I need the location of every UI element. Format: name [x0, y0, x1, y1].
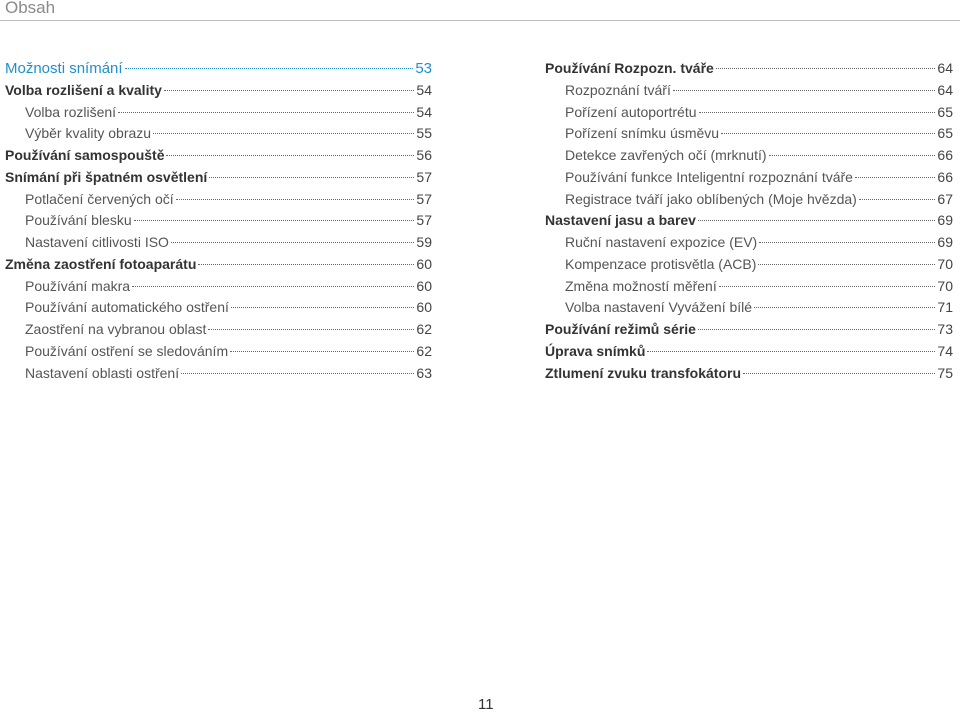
toc-entry[interactable]	[545, 58, 953, 80]
toc-entry-title: Používání Rozpozn. tváře	[545, 60, 714, 76]
toc-dot-leader	[208, 329, 414, 330]
toc-entry[interactable]	[545, 167, 953, 189]
toc-entry-title: Kompenzace protisvětla (ACB)	[565, 255, 757, 272]
toc-entry-title: Nastavení oblasti ostření	[25, 364, 180, 381]
toc-entry[interactable]	[5, 210, 432, 232]
toc-entry-page: 54	[416, 81, 432, 98]
toc-entry[interactable]	[5, 58, 432, 80]
toc-entry-page: 54	[416, 103, 432, 120]
toc-entry-title: Detekce zavřených očí (mrknutí)	[565, 147, 767, 163]
toc-entry[interactable]	[545, 232, 953, 254]
toc-entry-title: Používání automatického ostření	[25, 299, 229, 316]
toc-entry-page: 67	[937, 190, 953, 207]
toc-dot-leader	[647, 351, 935, 352]
toc-entry-title: Snímání při špatném osvětlení	[5, 168, 208, 185]
toc-dot-leader	[859, 199, 936, 200]
toc-dot-leader	[125, 68, 414, 69]
toc-entry-page: 59	[416, 234, 432, 250]
toc-entry-page: 70	[937, 277, 953, 294]
toc-entry[interactable]	[5, 363, 432, 385]
toc-entry[interactable]	[545, 341, 953, 363]
toc-entry-page: 60	[416, 277, 432, 294]
toc-entry[interactable]	[545, 210, 953, 232]
toc-entry-page: 53	[415, 60, 432, 77]
toc-entry-page: 65	[937, 103, 953, 120]
toc-entry-title: Možnosti snímání	[5, 60, 123, 77]
toc-dot-leader	[769, 155, 936, 156]
toc-entry[interactable]	[5, 341, 432, 363]
toc-entry-title: Rozpoznání tváří	[565, 81, 671, 98]
toc-dot-leader	[209, 177, 414, 178]
toc-entry-page: 56	[416, 147, 432, 163]
toc-entry-title: Zaostření na vybranou oblast	[25, 321, 207, 337]
toc-entry[interactable]	[545, 189, 953, 211]
toc-right-column	[545, 58, 953, 384]
toc-entry-page: 60	[416, 255, 432, 272]
toc-entry-page: 55	[416, 125, 432, 142]
toc-entry-title: Potlačení červených očí	[25, 190, 174, 207]
toc-dot-leader	[719, 286, 936, 287]
toc-entry[interactable]	[5, 254, 432, 276]
toc-entry[interactable]	[545, 319, 953, 341]
toc-dot-leader	[758, 264, 935, 265]
toc-dot-leader	[698, 329, 935, 330]
toc-entry-title: Pořízení snímku úsměvu	[565, 125, 720, 142]
toc-entry-title: Volba nastavení Vyvážení bílé	[565, 299, 753, 316]
toc-dot-leader	[198, 264, 414, 265]
toc-entry-page: 71	[937, 299, 953, 316]
toc-entry-page: 64	[937, 60, 953, 76]
toc-entry-page: 64	[937, 81, 953, 98]
toc-dot-leader	[118, 112, 414, 113]
toc-dot-leader	[153, 133, 414, 134]
toc-entry-title: Volba rozlišení a kvality	[5, 81, 162, 98]
toc-dot-leader	[231, 307, 415, 308]
toc-entry-page: 66	[937, 147, 953, 163]
toc-dot-leader	[699, 112, 936, 113]
toc-entry-page: 73	[937, 321, 953, 337]
toc-entry-title: Registrace tváří jako oblíbených (Moje hvězda)	[565, 190, 857, 207]
toc-entry-page: 75	[937, 364, 953, 381]
toc-entry-title: Používání režimů série	[545, 321, 696, 337]
toc-entry-page: 57	[416, 168, 432, 185]
toc-entry[interactable]	[5, 102, 432, 124]
toc-entry-page: 57	[416, 190, 432, 207]
toc-dot-leader	[716, 68, 936, 69]
toc-entry-page: 69	[937, 234, 953, 250]
toc-left-column	[5, 58, 432, 384]
toc-entry-title: Používání makra	[25, 277, 131, 294]
toc-entry[interactable]	[5, 232, 432, 254]
toc-entry[interactable]	[545, 276, 953, 298]
toc-entry-title: Pořízení autoportrétu	[565, 103, 697, 120]
toc-entry-title: Výběr kvality obrazu	[25, 125, 152, 142]
toc-dot-leader	[132, 286, 414, 287]
toc-entry[interactable]	[545, 145, 953, 167]
toc-entry[interactable]	[545, 363, 953, 385]
toc-entry-page: 70	[937, 255, 953, 272]
toc-entry-page: 63	[416, 364, 432, 381]
page-title: Obsah	[5, 0, 56, 17]
toc-entry-page: 62	[416, 342, 432, 359]
toc-dot-leader	[855, 177, 935, 178]
toc-dot-leader	[743, 373, 935, 374]
toc-entry-page: 62	[416, 321, 432, 337]
toc-entry[interactable]	[545, 254, 953, 276]
toc-entry-title: Používání funkce Inteligentní rozpoznání tváře	[565, 168, 853, 185]
toc-dot-leader	[181, 373, 414, 374]
toc-entry[interactable]	[5, 145, 432, 167]
toc-entry[interactable]	[545, 102, 953, 124]
toc-entry-page: 60	[416, 299, 432, 316]
toc-entry-page: 66	[937, 168, 953, 185]
toc-entry[interactable]	[5, 80, 432, 102]
toc-entry[interactable]	[545, 80, 953, 102]
toc-dot-leader	[230, 351, 414, 352]
toc-entry-page: 74	[937, 342, 953, 359]
toc-dot-leader	[759, 242, 935, 243]
toc-entry[interactable]	[5, 167, 432, 189]
toc-dot-leader	[171, 242, 414, 243]
toc-entry[interactable]	[5, 297, 432, 319]
toc-dot-leader	[754, 307, 935, 308]
toc-entry-page: 57	[416, 212, 432, 229]
toc-entry-title: Používání blesku	[25, 212, 132, 229]
toc-entry[interactable]	[545, 297, 953, 319]
toc-entry-title: Volba rozlišení	[25, 103, 117, 120]
toc-dot-leader	[673, 90, 936, 91]
toc-entry-title: Ztlumení zvuku transfokátoru	[545, 364, 742, 381]
toc-dot-leader	[164, 90, 415, 91]
toc-dot-leader	[721, 133, 935, 134]
toc-entry[interactable]	[5, 319, 432, 341]
toc-entry-title: Změna zaostření fotoaparátu	[5, 255, 197, 272]
toc-entry-page: 69	[937, 212, 953, 229]
toc-entry-title: Používání ostření se sledováním	[25, 342, 229, 359]
toc-dot-leader	[166, 155, 414, 156]
toc-entry-title: Nastavení jasu a barev	[545, 212, 696, 229]
toc-entry-title: Ruční nastavení expozice (EV)	[565, 234, 758, 250]
toc-entry[interactable]	[5, 123, 432, 145]
toc-dot-leader	[134, 220, 415, 221]
page-number: 11	[478, 696, 494, 713]
toc-entry-page: 65	[937, 125, 953, 142]
toc-dot-leader	[698, 220, 935, 221]
toc-entry[interactable]	[5, 189, 432, 211]
page-header	[0, 0, 960, 20]
toc-entry[interactable]	[5, 276, 432, 298]
toc-entry[interactable]	[545, 123, 953, 145]
toc-entry-title: Úprava snímků	[545, 342, 646, 359]
header-divider	[0, 20, 960, 21]
toc-entry-title: Nastavení citlivosti ISO	[25, 234, 169, 250]
toc-dot-leader	[176, 199, 415, 200]
toc-entry-title: Používání samospouště	[5, 147, 165, 163]
toc-entry-title: Změna možností měření	[565, 277, 717, 294]
